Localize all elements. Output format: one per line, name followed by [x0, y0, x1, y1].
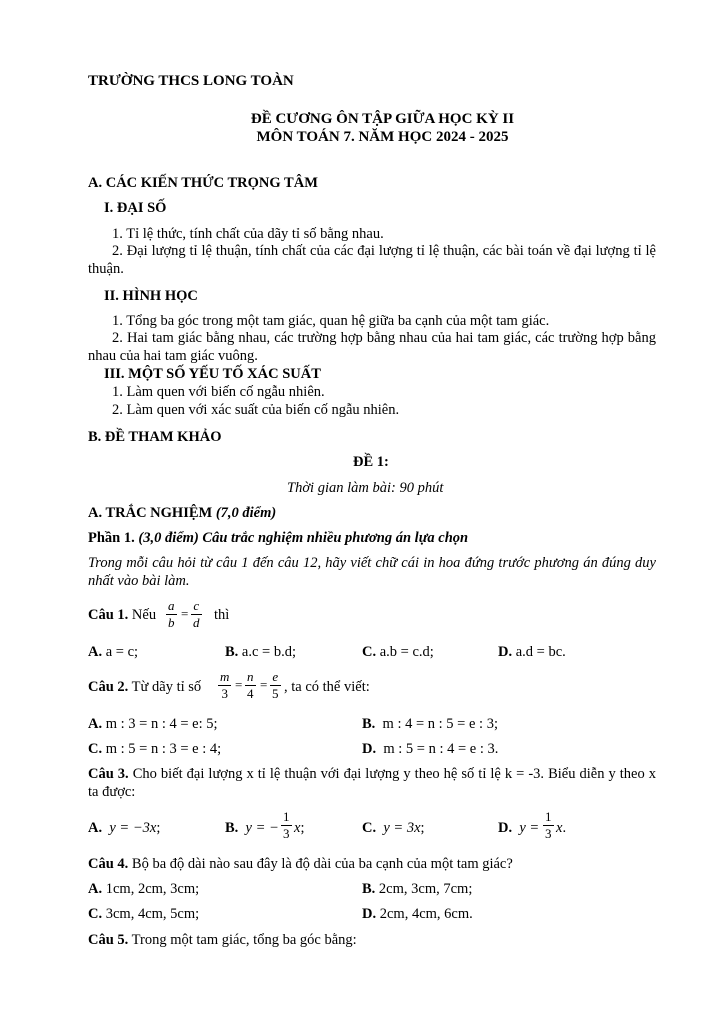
fraction-denominator: 4: [247, 686, 254, 701]
option-letter: A.: [88, 644, 103, 660]
option-letter: C.: [88, 741, 103, 757]
part-a-points: (7,0 điểm): [215, 505, 277, 521]
algebra-heading: I. ĐẠI SỐ: [104, 200, 167, 216]
option-letter: A.: [88, 716, 103, 732]
option-text: 2cm, 3cm, 7cm;: [378, 881, 473, 897]
question-2-option-a: [88, 715, 218, 733]
fraction-1-over-3-d: [543, 810, 554, 841]
fraction-denominator: 3: [221, 686, 228, 701]
exam-title: ĐỀ 1:: [353, 454, 389, 470]
option-expression: y = 3x: [383, 820, 421, 836]
question-4-option-b: [362, 880, 472, 898]
option-expression-lhs: y = −: [245, 820, 279, 836]
question-2-option-b: [362, 715, 498, 733]
phan-1-label: Phần 1.: [88, 530, 135, 546]
question-3-option-c: [362, 819, 425, 837]
fraction-numerator: n: [247, 669, 254, 684]
fraction-denominator: b: [168, 615, 175, 630]
question-2-prefix: Từ dãy tỉ số: [131, 679, 202, 695]
option-text: 3cm, 4cm, 5cm;: [105, 906, 200, 922]
document-title-line-1: ĐỀ CƯƠNG ÔN TẬP GIỮA HỌC KỲ II: [250, 111, 515, 127]
option-text: a.d = bc.: [515, 644, 566, 660]
question-4-label: Câu 4.: [88, 856, 129, 872]
fraction-m-over-3: [218, 670, 231, 701]
equals-sign: =: [260, 677, 268, 692]
question-4-stem: [88, 855, 513, 873]
probability-item-2: 2. Làm quen với xác suất của biến cố ngẫu nhiên.: [112, 402, 400, 418]
option-text: m : 4 = n : 5 = e : 3;: [382, 716, 498, 732]
question-1-option-b: [225, 643, 296, 661]
question-5-label: Câu 5.: [88, 932, 129, 948]
question-4-option-d: [362, 905, 473, 923]
part-a-title: A. TRẮC NGHIỆM: [88, 505, 213, 521]
fraction-a-over-b: [166, 599, 177, 630]
question-5-stem: [88, 931, 357, 949]
question-1-option-d: [498, 643, 566, 661]
question-5-text: Trong một tam giác, tổng ba góc bằng:: [131, 932, 357, 948]
fraction-numerator: a: [168, 598, 175, 613]
option-text: m : 3 = n : 4 = e: 5;: [105, 716, 218, 732]
question-3-option-a: [88, 819, 160, 837]
option-letter: C.: [362, 644, 377, 660]
option-letter: B.: [225, 644, 239, 660]
question-2-suffix: , ta có thể viết:: [284, 679, 370, 695]
school-name: TRƯỜNG THCS LONG TOÀN: [88, 73, 294, 89]
instructions: Trong mỗi câu hỏi từ câu 1 đến câu 12, hãy viết chữ cái in hoa đứng trước phương án đúng duy nhất vào bài làm.: [88, 555, 656, 589]
option-letter: B.: [362, 881, 376, 897]
option-text: m : 5 = n : 3 = e : 4;: [105, 741, 222, 757]
phan-1-heading: [88, 529, 468, 547]
option-punctuation: .: [562, 820, 567, 836]
option-letter: C.: [88, 906, 103, 922]
fraction-denominator: 5: [272, 686, 279, 701]
option-variable: x: [556, 820, 563, 836]
equals-sign: =: [181, 606, 189, 621]
question-2-option-d: [362, 740, 498, 758]
option-letter: B.: [362, 716, 376, 732]
option-text: 1cm, 2cm, 3cm;: [105, 881, 200, 897]
exam-time: Thời gian làm bài: 90 phút: [287, 480, 444, 496]
option-letter: D.: [498, 644, 513, 660]
question-1-stem: [88, 606, 156, 624]
option-letter: D.: [362, 906, 377, 922]
fraction-n-over-4: [245, 670, 256, 701]
option-expression-lhs: y =: [519, 820, 540, 836]
option-variable: x: [294, 820, 301, 836]
question-4-option-c: [88, 905, 199, 923]
option-text: a.c = b.d;: [241, 644, 296, 660]
geometry-item-2: 2. Hai tam giác bằng nhau, các trường hợp bằng nhau của hai tam giác, các trường hợp bằng nhau của hai tam giác vuông.: [88, 330, 656, 364]
question-1-option-a: [88, 643, 138, 661]
fraction-e-over-5: [270, 670, 281, 701]
option-expression: y = −3x: [109, 820, 157, 836]
question-2-option-c: [88, 740, 221, 758]
fraction-numerator: e: [272, 669, 279, 684]
option-text: m : 5 = n : 4 = e : 3.: [383, 741, 499, 757]
section-a-heading: A. CÁC KIẾN THỨC TRỌNG TÂM: [88, 175, 318, 191]
question-3-label: Câu 3.: [88, 766, 129, 782]
question-3-stem: [88, 765, 656, 801]
algebra-item-2: 2. Đại lượng tỉ lệ thuận, tính chất của các đại lượng tỉ lệ thuận, các bài toán về đại lượng tỉ lệ thuận.: [88, 243, 656, 277]
probability-heading: III. MỘT SỐ YẾU TỐ XÁC SUẤT: [104, 366, 321, 382]
geometry-item-1: 1. Tổng ba góc trong một tam giác, quan hệ giữa ba cạnh của một tam giác.: [112, 313, 550, 329]
question-4-text: Bộ ba độ dài nào sau đây là độ dài của ba cạnh của một tam giác?: [131, 856, 513, 872]
option-letter: C.: [362, 820, 377, 836]
fraction-denominator: d: [193, 615, 200, 630]
fraction-denominator: 3: [545, 826, 552, 841]
geometry-heading: II. HÌNH HỌC: [104, 288, 198, 304]
fraction-numerator: 1: [545, 809, 552, 824]
question-3-option-d: [498, 819, 539, 837]
question-3-option-d-tail: [556, 819, 566, 837]
option-text: a = c;: [105, 644, 139, 660]
phan-1-description: (3,0 điểm) Câu trắc nghiệm nhiều phương án lựa chọn: [138, 530, 469, 546]
fraction-numerator: m: [220, 669, 230, 684]
option-letter: D.: [498, 820, 513, 836]
question-2-label: Câu 2.: [88, 679, 129, 695]
question-1-prefix: Nếu: [131, 607, 157, 623]
question-1-option-c: [362, 643, 434, 661]
fraction-numerator: c: [193, 598, 200, 613]
section-b-heading: B. ĐỀ THAM KHẢO: [88, 429, 222, 445]
option-text: 2cm, 4cm, 6cm.: [379, 906, 473, 922]
option-letter: A.: [88, 820, 103, 836]
probability-item-1: 1. Làm quen với biến cố ngẫu nhiên.: [112, 384, 325, 400]
question-3-option-b: [225, 819, 279, 837]
part-a-heading: [88, 504, 276, 522]
fraction-numerator: 1: [283, 809, 290, 824]
question-1-suffix: thì: [214, 607, 230, 623]
option-text: a.b = c.d;: [379, 644, 434, 660]
question-1-label: Câu 1.: [88, 607, 129, 623]
question-3-text: Cho biết đại lượng x tỉ lệ thuận với đại lượng y theo hệ số tỉ lệ k = -3. Biểu diễn y theo x ta được:: [88, 766, 656, 800]
question-4-option-a: [88, 880, 199, 898]
option-punctuation: ;: [156, 820, 161, 836]
fraction-c-over-d: [191, 599, 202, 630]
question-2-stem: [88, 678, 201, 696]
fraction-denominator: 3: [283, 826, 290, 841]
algebra-item-1: 1. Tỉ lệ thức, tính chất của dãy tỉ số bằng nhau.: [112, 226, 384, 242]
option-punctuation: ;: [300, 820, 305, 836]
option-letter: B.: [225, 820, 239, 836]
fraction-1-over-3-b: [281, 810, 292, 841]
equals-sign: =: [235, 677, 243, 692]
document-title-line-2: MÔN TOÁN 7. NĂM HỌC 2024 - 2025: [256, 129, 509, 145]
option-letter: A.: [88, 881, 103, 897]
option-punctuation: ;: [420, 820, 425, 836]
question-3-option-b-tail: [294, 819, 304, 837]
option-letter: D.: [362, 741, 377, 757]
